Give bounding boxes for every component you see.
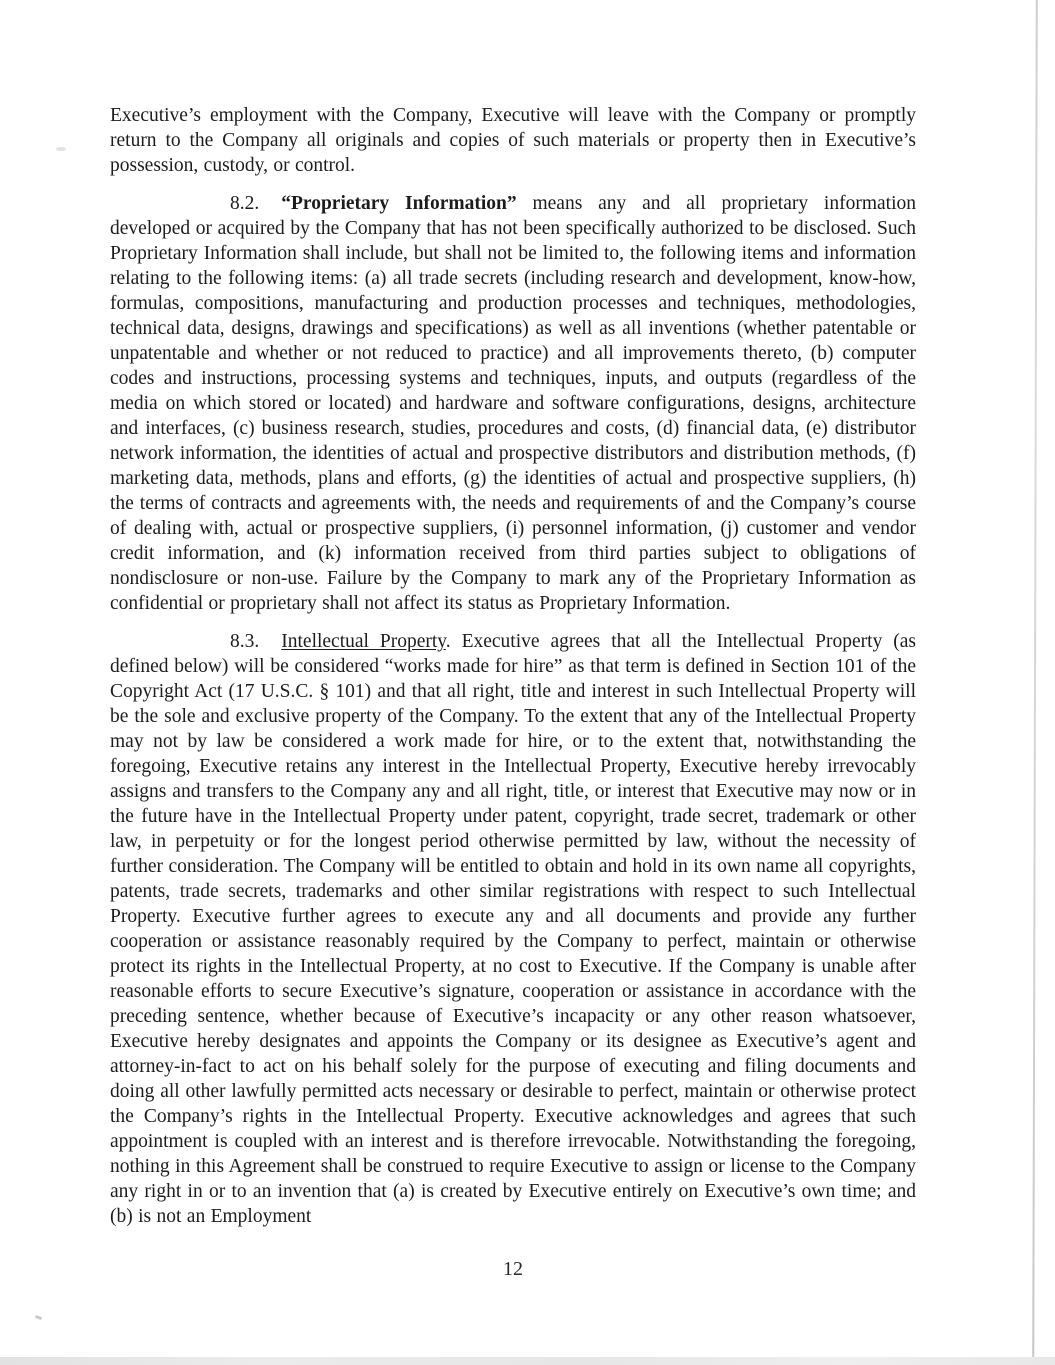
- section-8-2-paragraph: [110, 191, 916, 616]
- section-8-3-term: Intellectual Property: [281, 631, 446, 652]
- page-number: 12: [503, 1258, 523, 1280]
- section-8-3-body: . Executive agrees that all the Intellectual Property (as defined below) will be considered “works made for hire” as that term is defined in Section 101 of the Copyright Act (17 U.S.C. § 101) and that all right, title and interest in such Intellectual Property will be the sole and exclusive property of the Company. To the extent that any of the Intellectual Property may not by law be considered a work made for hire, or to the extent that, notwithstanding the foregoing, Executive retains any interest in the Intellectual Property, Executive hereby irrevocably assigns and transfers to the Company any and all right, title, or interest that Executive may now or in the future have in the Intellectual Property under patent, copyright, trade secret, trademark or other law, in perpetuity or for the longest period otherwise permitted by law, without the necessity of further consideration. The Company will be entitled to obtain and hold in its own name all copyrights, patents, trade secrets, trademarks and other similar registrations with respect to such Intellectual Property. Executive further agrees to execute any and all documents and provide any further cooperation or assistance reasonably required by the Company to perfect, maintain or otherwise protect its rights in the Intellectual Property, at no cost to Executive. If the Company is unable after reasonable efforts to secure Executive’s signature, cooperation or assistance in accordance with the preceding sentence, whether because of Executive’s incapacity or any other reason whatsoever, Executive hereby designates and appoints the Company or its designee as Executive’s agent and attorney-in-fact to act on his behalf solely for the purpose of executing and filing documents and doing all other lawfully permitted acts necessary or desirable to perfect, maintain or otherwise protect the Company’s rights in the Intellectual Property. Executive acknowledges and agrees that such appointment is coupled with an interest and is therefore irrevocable. Notwithstanding the foregoing, nothing in this Agreement shall be construed to require Executive to assign or license to the Company any right in or to an invention that (a) is created by Executive entirely on Executive’s own time; and (b) is not an Employment: [110, 631, 916, 1227]
- paragraph-continuation-text: Executive’s employment with the Company, Executive will leave with the Company or promptly return to the Company all originals and copies of such materials or property then in Executive’s possession, custody, or control.: [110, 105, 916, 176]
- scan-speck: [35, 1315, 43, 1320]
- scan-page-edge-line: [1032, 0, 1038, 1365]
- section-8-2-body: means any and all proprietary information developed or acquired by the Company that has not been specifically authorized to be disclosed. Such Proprietary Information shall include, but shall not be limited to, the following items and information relating to the following items: (a) all trade secrets (including research and development, know-how, formulas, compositions, manufacturing and production processes and techniques, methodologies, technical data, designs, drawings and specifications) as well as all inventions (whether patentable or unpatentable and whether or not reduced to practice) and all improvements thereto, (b) computer codes and instructions, processing systems and techniques, inputs, and outputs (regardless of the media on which stored or located) and hardware and software configurations, designs, architecture and interfaces, (c) business research, studies, procedures and costs, (d) financial data, (e) distributor network information, the identities of actual and prospective distributors and distribution methods, (f) marketing data, methods, plans and efforts, (g) the identities of actual and prospective suppliers, (h) the terms of contracts and agreements with, the needs and requirements of and the Company’s course of dealing with, actual or prospective suppliers, (i) personnel information, (j) customer and vendor credit information, and (k) information received from third parties subject to obligations of nondisclosure or non-use. Failure by the Company to mark any of the Proprietary Information as confidential or proprietary shall not affect its status as Proprietary Information.: [110, 193, 916, 614]
- scan-smudge: [56, 147, 66, 151]
- section-8-2-number: 8.2.: [230, 193, 260, 214]
- document-text-block: [110, 103, 916, 1242]
- scan-bottom-edge-band: [0, 1357, 1055, 1365]
- section-8-3-number: 8.3.: [230, 631, 260, 652]
- section-8-2-term: “Proprietary Information”: [281, 193, 517, 214]
- section-8-3-paragraph: [110, 629, 916, 1229]
- paragraph-continuation: [110, 103, 916, 178]
